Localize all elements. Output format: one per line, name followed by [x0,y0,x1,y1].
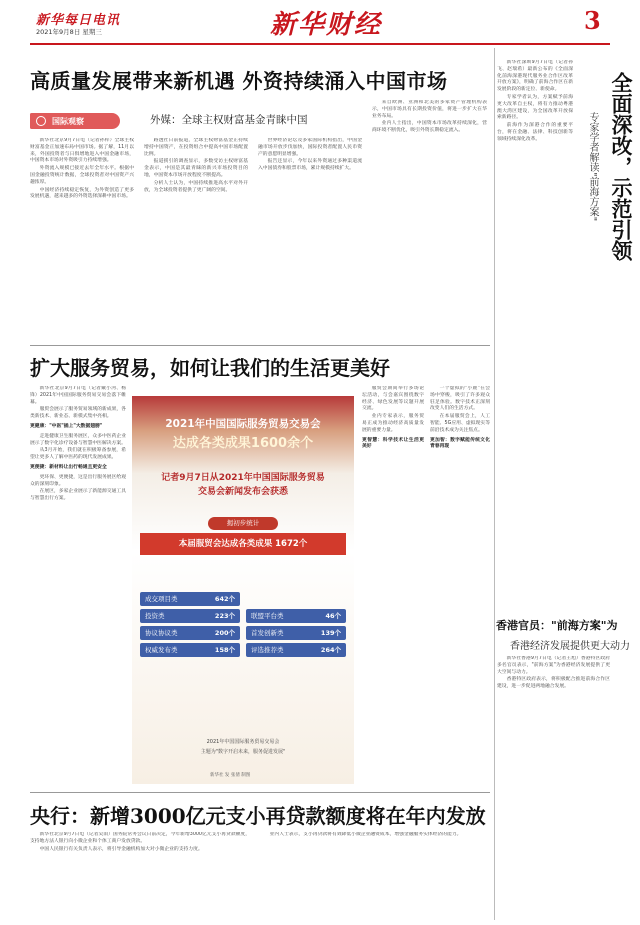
paragraph: 报道援引的调查显示，多数受访主权财富基金表示，中国是其最青睐的新兴市场投资目的地，中国资本市场开放程度不断提高。 [144,159,248,178]
article3-column-1 [30,832,250,920]
article2-subhead-2: 更便捷：新材料让出行畅通且更安全 [30,464,107,470]
column-divider [494,48,495,920]
stat-item [246,609,346,623]
poster-title-line1: 2021年中国国际服务贸易交易会 [165,418,321,430]
poster-footer-line1: 2021年中国国际服务贸易交易会 [206,739,280,745]
stat-label: 评选推荐类 [251,646,284,654]
article2-column-3 [362,386,424,786]
paragraph: 服贸会期间举行多场论坛活动，与会嘉宾围绕数字经济、绿色发展等议题开展交流。 [362,386,424,412]
paragraph: 服贸会展示了服务贸易领域的新成果，各类新技术、新业态、新模式集中亮相。 [30,407,126,420]
paragraph: 中国经济持续稳定恢复，为外资创造了更多发展机遇，越来越多的外资选择深耕中国市场。 [30,187,134,200]
paragraph: 报告还显示，今年以来外资通过多种渠道流入中国债券和股票市场，累计规模持续扩大。 [258,159,362,172]
article1-column-2 [144,138,248,338]
article2-column-1 [30,386,126,786]
page-number: 3 [584,6,601,35]
stat-item [140,626,240,640]
right-column-headline: 全面深改，示范引领 [609,72,634,261]
stat-item [246,626,346,640]
article1-column-3 [258,138,362,338]
article1-headline: 高质量发展带来新机遇 外资持续涌入中国市场 [30,69,448,93]
paragraph: 更环保、更便捷，这是出行服务展区给观众的深刻印象。 [30,474,126,487]
section-divider [30,345,490,346]
article3-column-2 [260,832,490,920]
article2-subhead-3: 更智慧：科学技术让生活更美好 [362,437,424,450]
article2-subhead-1: 更健康："中医"插上"大数据翅膀" [30,423,103,429]
stat-value: 158个 [214,646,235,654]
globe-icon [36,116,46,126]
poster-footer-line2: 主题为"数字开启未来，服务促进发展" [200,749,286,755]
paragraph: 前海作为深港合作的重要平台，将在金融、法律、科技创新等领域持续深化改革。 [497,123,573,142]
stat-item [140,643,240,657]
masthead-divider [30,43,610,45]
section-divider [30,792,490,793]
stat-label: 协议协议类 [145,629,178,637]
article1-tag [30,113,120,129]
stat-value: 200个 [214,629,235,637]
paragraph: 中国人民银行有关负责人表示，将引导金融机构加大对小微企业的支持力度。 [39,846,203,852]
paragraph: 走进健康卫生服务展区，众多中医药企业展示了数字化诊疗设备与智慧中医解决方案。 [30,433,126,446]
paragraph: 世界经济论坛及多家国际机构指出，中国金融市场开放步伐加快，国际投资者配置人民币资产的意愿明显增强。 [258,138,362,157]
right-column-subtitle: 专家学者解读"前海方案" [587,112,598,222]
poster-credit: 新华社 发 张倩 制图 [210,773,251,778]
paragraph: 业内专家表示，服务贸易正成为推动经济高质量发展的重要力量。 [362,414,424,433]
article4-headline: 香港官员："前海方案"为 [496,619,618,632]
stat-label: 投资类 [145,612,165,620]
paragraph: 新华社北京9月7日电（记者孙梓）全球主权财富基金正加速布局中国市场。据了解，11月以来，外国投资者与日俱增地进入中国金融市场，中国资本市场对外资吸引力持续增强。 [30,138,134,164]
paragraph: 在展区，多家企业展示了新能源交通工具与智慧出行方案。 [30,489,126,502]
poster-subtitle-line1: 记者9月7日从2021年中国国际服务贸易 [161,473,325,483]
stat-value: 264个 [320,646,341,654]
paragraph: 在本届服贸会上，人工智能、5G应用、虚拟现实等前沿技术成为关注焦点。 [430,414,490,433]
poster-banner: 本届服贸会达成各类成果 1672个 [140,533,346,555]
article1-tag-label: 国际观察 [52,117,84,126]
infographic-poster [132,396,354,784]
right-column-text [497,60,573,605]
article2-headline: 扩大服务贸易，如何让我们的生活更美好 [30,356,390,380]
paragraph: 新华社北京9月7日电（记者吴雨）国务院常务会议日前决定，今年新增3000亿元支小再贷款额度，支持地方法人银行向小微企业和个体工商户发放贷款。 [30,832,250,844]
paragraph: 专家学者认为，方案赋予前海更大改革自主权，将有力推动粤港澳大湾区建设，为全国改革开放探索新路径。 [497,94,573,121]
article4-subhead: 香港经济发展提供更大动力 [510,641,630,652]
stat-label: 联盟平台类 [251,612,284,620]
poster-pill: 揭初步统计 [208,517,278,530]
stat-value: 46个 [325,612,341,620]
article2-column-4 [430,386,490,786]
article4-column [497,656,610,920]
stat-label: 首发创新类 [251,629,284,637]
paragraph: 分析人士认为，中国持续推进高水平对外开放，为全球投资者提供了更广阔的空间。 [144,180,248,193]
paragraph: 新华社北京9月7日电（记者戴小河、杨锋）2021年中国国际服务贸易交易会落下帷幕。 [30,386,126,405]
section-title: 新华财经 [270,10,383,40]
paragraph: 新华社深圳9月7日电（记者孙飞、赵瑞希）最新公布的《全面深化前海深港现代服务业合作区改革开放方案》，明确了前海合作区在新发展阶段的新定位、新使命。 [497,60,573,93]
issue-date: 2021年9月8日 星期三 [36,28,102,36]
stat-label: 成交项目类 [145,595,178,603]
stat-item [246,643,346,657]
paragraph: 香港特区政府表示，将积极配合推进前海合作区建设，进一步促进两地融合发展。 [497,677,610,690]
article2-subhead-4: 更加智：数字赋能传统文化青春再现 [430,437,490,450]
paragraph: 从3月开始，我们就在积极筹备参展，希望让更多人了解中医药的现代发展成果。 [30,448,126,461]
masthead [0,0,640,44]
poster-subtitle-line2: 交易会新闻发布会获悉 [197,487,288,497]
paragraph: 业内人士表示，支小再贷款将有效降低小微企业融资成本，增强金融服务实体经济的能力。 [269,832,462,837]
paragraph: 一个虚拟的"小鹿"在会场中穿梭，吸引了许多观众驻足体验。数字技术正深刻改变人们的生活方式。 [430,386,490,412]
paragraph: 业内人士指出，中国资本市场改革持续深化，营商环境不断优化，吸引外资长期稳定流入。 [372,121,487,134]
paragraph: 外资流入规模已接近去年全年水平。根据中国金融投资统计数据，全球投资者对中国资产兴趣浓厚。 [30,166,134,185]
stat-label: 权威发布类 [145,646,178,654]
paragraph: 新华社香港9月7日电（记者王旭）香港特区政府多名官员表示，"前海方案"为香港经济发展提供了更大空间与动力。 [497,656,610,675]
article1-subhead: 外媒：全球主权财富基金青睐中国 [150,114,308,126]
stat-item [140,592,240,606]
article3-headline: 央行：新增3000亿元支小再贷款额度将在年内发放 [30,804,486,828]
stat-value: 642个 [214,595,235,603]
stat-item [140,609,240,623]
paragraph: 来自欧洲、亚洲和北美的多家资产管理机构表示，中国市场具有长期投资价值，将进一步扩大在华业务布局。 [372,100,487,119]
stat-value: 139个 [320,629,341,637]
newspaper-brand: 新华每日电讯 [36,13,121,28]
paragraph: 路透社日前报道，全球主权财富基金正持续增持中国资产，在投资组合中提高中国市场配置比例。 [144,138,248,157]
article1-column-4 [372,100,487,338]
stat-value: 223个 [214,612,235,620]
poster-title-line2: 达成各类成果1600余个 [172,436,314,451]
article1-column-1 [30,138,134,338]
